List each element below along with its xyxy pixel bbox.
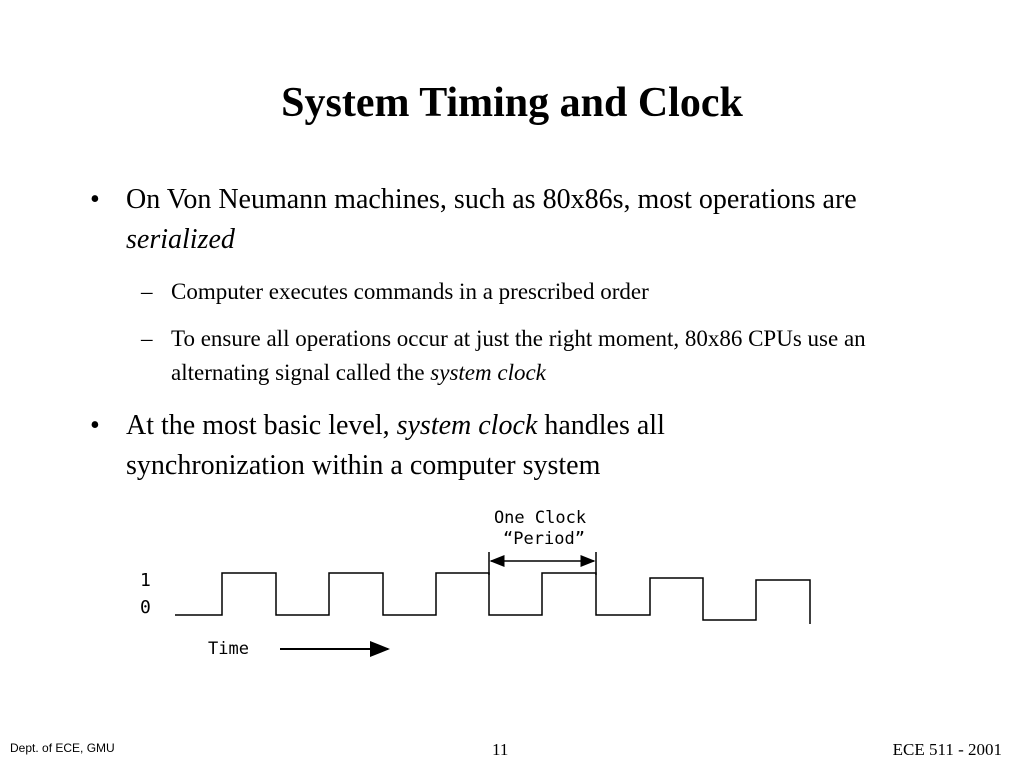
clock-waveform bbox=[175, 573, 810, 624]
sub-bullet-text: Computer executes commands in a prescribed order bbox=[171, 279, 649, 304]
sub-bullet-marker: – bbox=[141, 326, 153, 351]
bullet-text: On Von Neumann machines, such as 80x86s, most operations are bbox=[126, 184, 857, 215]
bullet-emphasis: serialized bbox=[126, 224, 235, 255]
footer-page-number: 11 bbox=[492, 740, 509, 759]
footer-department: Dept. of ECE, GMU bbox=[10, 741, 115, 755]
period-label-line1: One Clock bbox=[493, 508, 587, 528]
bullet-text: At the most basic level, bbox=[126, 410, 397, 441]
sub-bullet-marker: – bbox=[141, 279, 153, 304]
time-label: Time bbox=[208, 639, 249, 659]
level-low-label: 0 bbox=[140, 597, 151, 618]
bullet-marker: • bbox=[90, 410, 100, 441]
bullet-emphasis: system clock bbox=[396, 410, 538, 441]
bullet-text-after: handles all synchronization within a computer system bbox=[126, 410, 665, 481]
slide-title: System Timing and Clock bbox=[281, 80, 743, 126]
sub-bullet-text: To ensure all operations occur at just the right moment, 80x86 CPUs use an alternating signal called the bbox=[171, 326, 866, 385]
level-high-label: 1 bbox=[140, 570, 151, 591]
period-label-line2: “Period” bbox=[503, 529, 585, 549]
bullet-marker: • bbox=[90, 184, 100, 215]
sub-bullet-emphasis: system clock bbox=[430, 360, 546, 385]
footer-course: ECE 511 - 2001 bbox=[892, 740, 1002, 759]
